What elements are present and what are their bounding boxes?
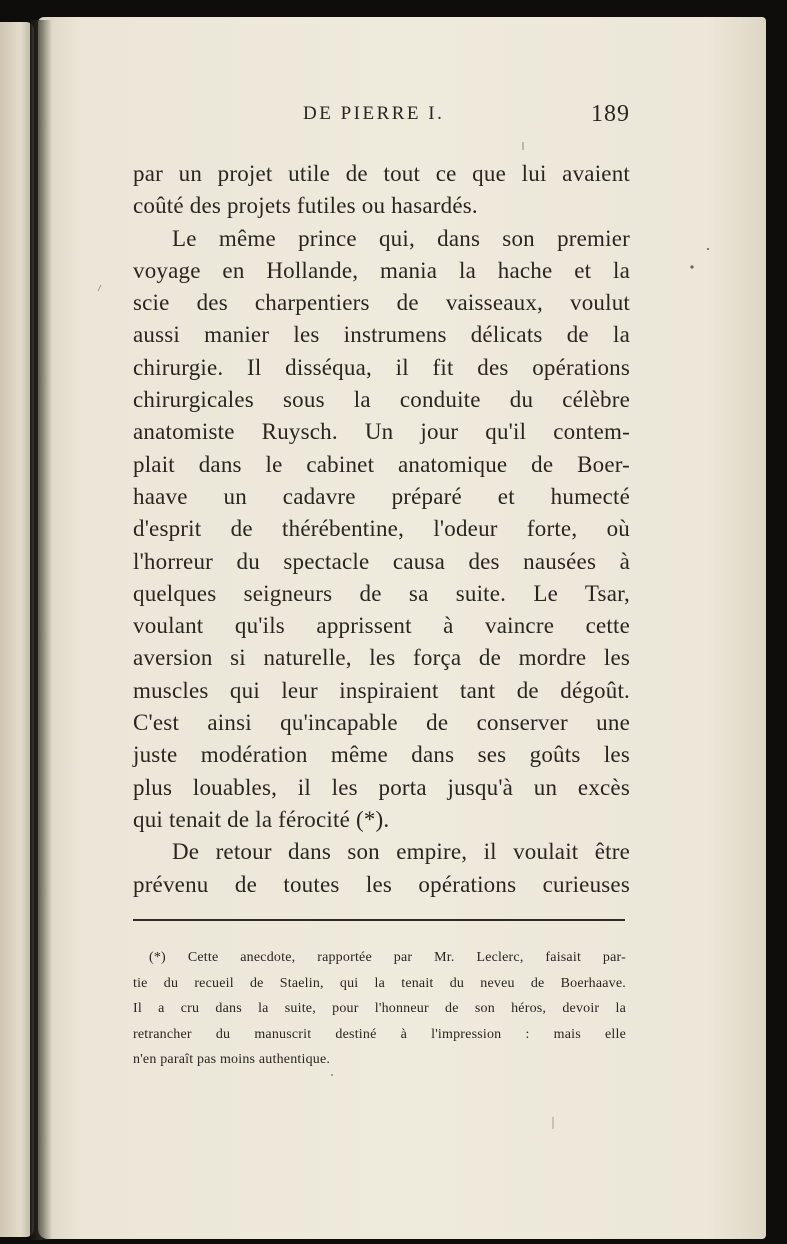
text-line: juste modération même dans ses goûts les [133, 742, 630, 768]
footnote [133, 945, 626, 1073]
footnote-line: Il a cru dans la suite, pour l'honneur de son héros, devoir la [133, 1001, 626, 1016]
page-number: 189 [591, 101, 630, 127]
text-line: voyage en Hollande, mania la hache et la [133, 257, 630, 283]
footnote-line: (*) Cette anecdote, rapportée par Mr. Leclerc, faisait par- [149, 950, 626, 965]
text-line: C'est ainsi qu'incapable de conserver une [133, 710, 630, 736]
text-line: qui tenait de la férocité (*). [133, 806, 390, 832]
book-page [38, 17, 766, 1239]
text-line: haave un cadavre préparé et humecté [133, 483, 630, 509]
facing-page-edge [0, 22, 34, 1237]
text-line: aussi manier les instrumens délicats de la [133, 322, 630, 348]
text-line: prévenu de toutes les opérations curieuses [133, 871, 630, 897]
text-line: Le même prince qui, dans son premier [172, 225, 630, 251]
text-line: aversion si naturelle, les força de mordre les [133, 645, 630, 671]
body-text [133, 158, 630, 901]
text-line: De retour dans son empire, il voulait être [172, 839, 630, 865]
text-line: par un projet utile de tout ce que lui avaient [133, 161, 630, 186]
text-line: plait dans le cabinet anatomique de Boer- [133, 451, 630, 477]
footnote-line: n'en paraît pas moins authentique. [133, 1052, 331, 1067]
text-line: chirurgicales sous la conduite du célèbre [133, 387, 630, 413]
text-line: voulant qu'ils apprissent à vaincre cette [133, 613, 630, 639]
text-line: anatomiste Ruysch. Un jour qu'il contem- [133, 419, 630, 445]
footnote-line: tie du recueil de Staelin, qui la tenait du neveu de Boerhaave. [133, 975, 626, 991]
text-line: l'horreur du spectacle causa des nausées à [133, 548, 630, 574]
running-head: DE PIERRE I. [303, 103, 445, 124]
text-line: muscles qui leur inspiraient tant de dégoût. [133, 677, 630, 703]
text-line: chirurgie. Il disséqua, il fit des opérations [133, 354, 630, 380]
text-line: plus louables, il les porta jusqu'à un excès [133, 774, 630, 800]
footnote-line: retrancher du manuscrit destiné à l'impression : mais elle [133, 1026, 626, 1042]
gutter-shadow [30, 20, 52, 1240]
footnote-rule [133, 919, 625, 921]
page-content [38, 17, 766, 1239]
text-line: coûté des projets futiles ou hasardés. [133, 193, 478, 219]
text-line: d'esprit de thérébentine, l'odeur forte, où [133, 516, 630, 542]
text-line: quelques seigneurs de sa suite. Le Tsar, [133, 580, 630, 606]
text-line: scie des charpentiers de vaisseaux, voulut [133, 290, 630, 316]
